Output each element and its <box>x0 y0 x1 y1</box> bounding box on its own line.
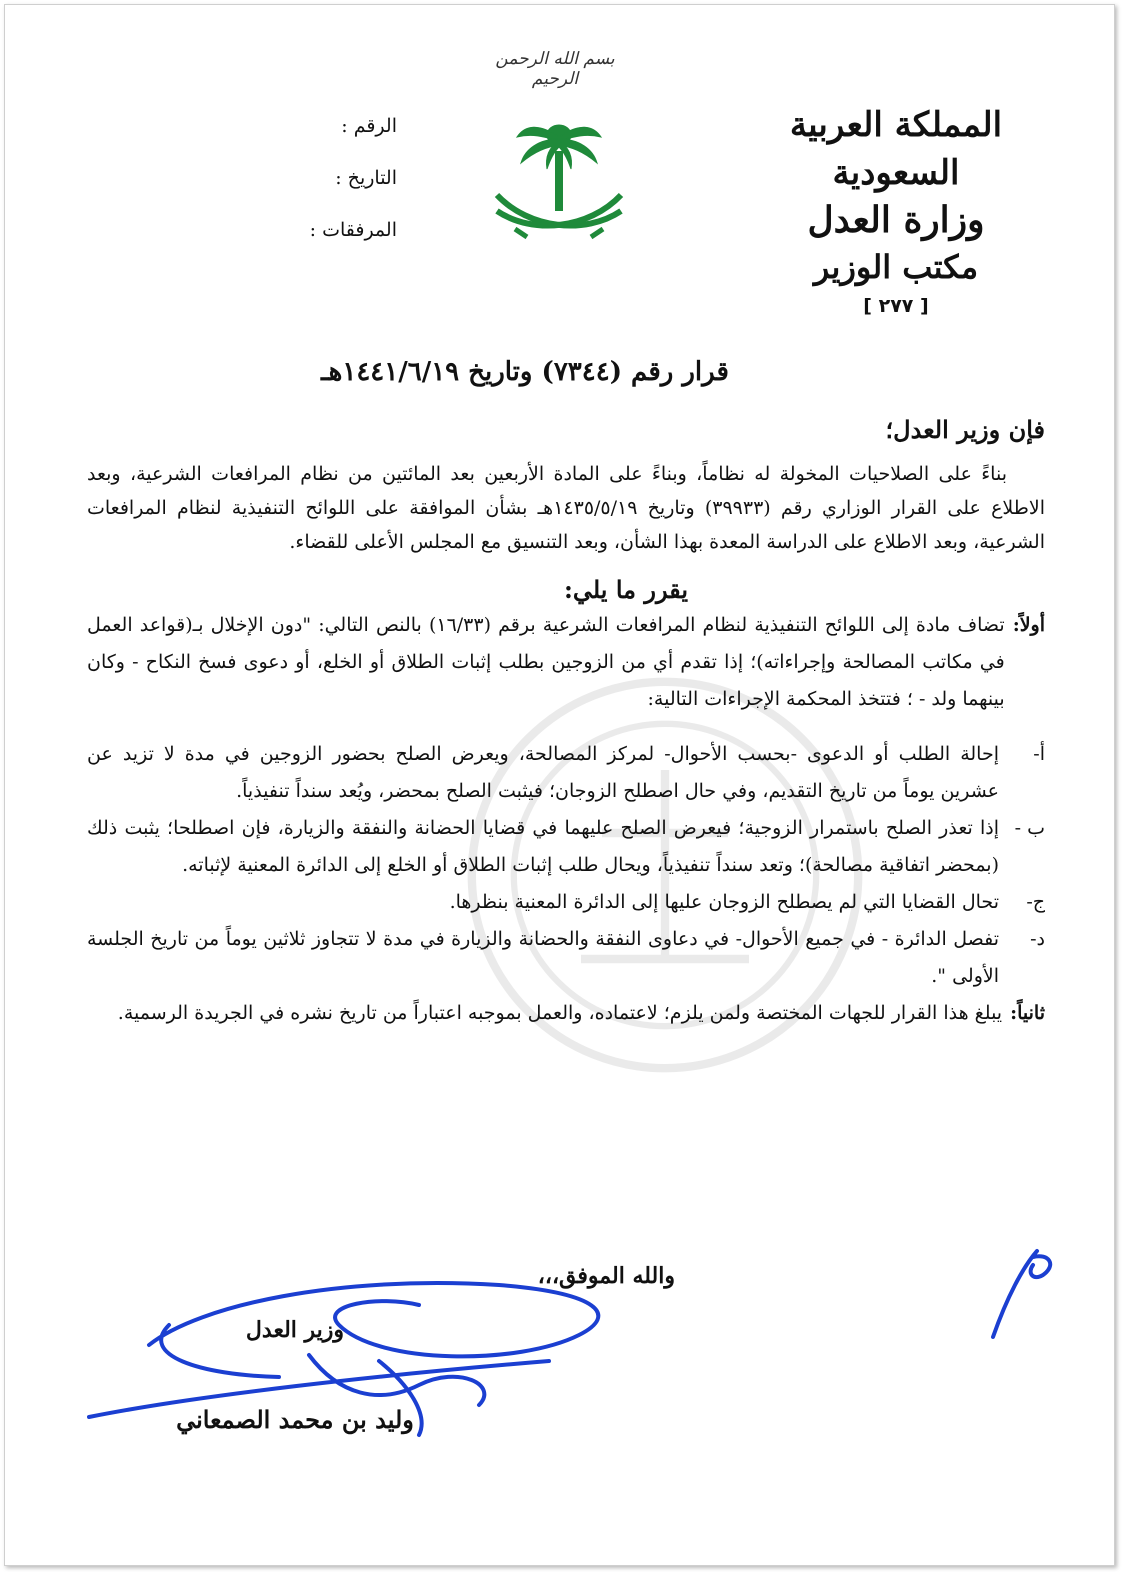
subitem-text: إحالة الطلب أو الدعوى -بحسب الأحوال- لمركز المصالحة، ويعرض الصلح بحضور الزوجين في مدة لا تزيد عن عشرين يوماً من تاريخ التقديم، وفي حال اصطلح الزوجان؛ فيثبت الصلح بمحضر، ويُعد سنداً تنفيذياً. <box>87 743 999 802</box>
saudi-emblem-icon <box>489 111 629 247</box>
clause-second-text: يبلغ هذا القرار للجهات المختصة ولمن يلزم؛ لاعتماده، والعمل بموجبه اعتباراً من تاريخ نشره في الجريدة الرسمية. <box>117 1002 1003 1024</box>
signatory-name: وليد بن محمد الصمعاني <box>176 1405 414 1434</box>
preamble-paragraph: بناءً على الصلاحيات المخولة له نظاماً، وبناءً على المادة الأربعين بعد المائتين من نظام المرافعات الشرعية، وبعد الاطلاع على القرار الوزاري رقم (٣٩٩٣٣) وتاريخ ١٤٣٥/٥/١٩هـ بشأن الموافقة على اللوائح التنفيذية لنظام المرافعات الشرعية، وبعد الاطلاع على الدراسة المعدة بهذا الشأن، وبعد التنسيق مع المجلس الأعلى للقضاء. <box>87 463 1045 553</box>
ministry-header <box>736 101 1056 317</box>
clause-first <box>87 607 1045 718</box>
subitem-text: إذا تعذر الصلح باستمرار الزوجية؛ فيعرض الصلح عليهما في قضايا الحضانة والنفقة والزيارة، فإن اصطلحا؛ يثبت ذلك (بمحضر اتفاقية مصالحة)؛ وتعد سنداً تنفيذياً، ويحال طلب إثبات الطلاق أو الخلع إلى الدائرة المعنية لإثباته. <box>87 817 999 876</box>
basmala: بسم الله الرحمن الرحيم <box>495 49 615 89</box>
decision-body <box>87 413 1045 1032</box>
clause-second <box>87 995 1045 1032</box>
initials-mark-icon <box>963 1237 1073 1347</box>
kingdom-name: المملكة العربية السعودية <box>789 105 1003 193</box>
ministry-name: وزارة العدل <box>807 199 985 241</box>
subitem-text: تحال القضايا التي لم يصطلح الزوجان عليها إلى الدائرة المعنية بنظرها. <box>449 891 999 913</box>
subitem <box>87 884 1045 921</box>
subitem-text: تفصل الدائرة - في جميع الأحوال- في دعاوى النفقة والحضانة والزيارة في مدة لا تتجاوز ثلاثين يوماً من تاريخ الجلسة الأولى ". <box>87 928 999 987</box>
subitem-label: أ- <box>1033 743 1045 765</box>
number-field-label: الرقم : <box>341 115 397 137</box>
subitem-label: ب - <box>1014 817 1045 839</box>
subitem <box>87 921 1045 995</box>
subitem-label: د- <box>1030 928 1045 950</box>
subitem <box>87 810 1045 884</box>
clause-second-label: ثانياً: <box>1010 1002 1045 1024</box>
date-field-label: التاريخ : <box>335 167 397 189</box>
signatory-title: وزير العدل <box>245 1317 345 1343</box>
document-page <box>4 4 1115 1566</box>
office-ref-number: [ ٢٧٧ ] <box>863 295 929 317</box>
greeting: فإن وزير العدل؛ <box>885 415 1045 444</box>
decision-title: قرار رقم (٧٣٤٤) وتاريخ ١٤٤١/٦/١٩هـ <box>321 357 729 387</box>
document-meta-fields <box>277 115 397 271</box>
clause-first-text: تضاف مادة إلى اللوائح التنفيذية لنظام المرافعات الشرعية برقم (١٦/٣٣) بالنص التالي: "دون الإخلال بـ(قواعد العمل في مكاتب المصالحة وإجراءاته)؛ إذا تقدم أي من الزوجين بطلب إثبات الطلاق أو الخلع، أو دعوى فسخ النكاح - وكان بينهما ولد - ؛ فتتخذ المحكمة الإجراءات التالية: <box>87 614 1005 710</box>
subitem <box>87 736 1045 810</box>
attachments-field-label: المرفقات : <box>309 219 397 241</box>
office-name: مكتب الوزير <box>813 248 979 286</box>
subitem-label: ج- <box>1026 891 1045 913</box>
closing-phrase: والله الموفق،،، <box>537 1263 675 1289</box>
clause-first-label: أولاً: <box>1012 614 1045 636</box>
resolves-heading: يقرر ما يلي: <box>563 575 689 604</box>
